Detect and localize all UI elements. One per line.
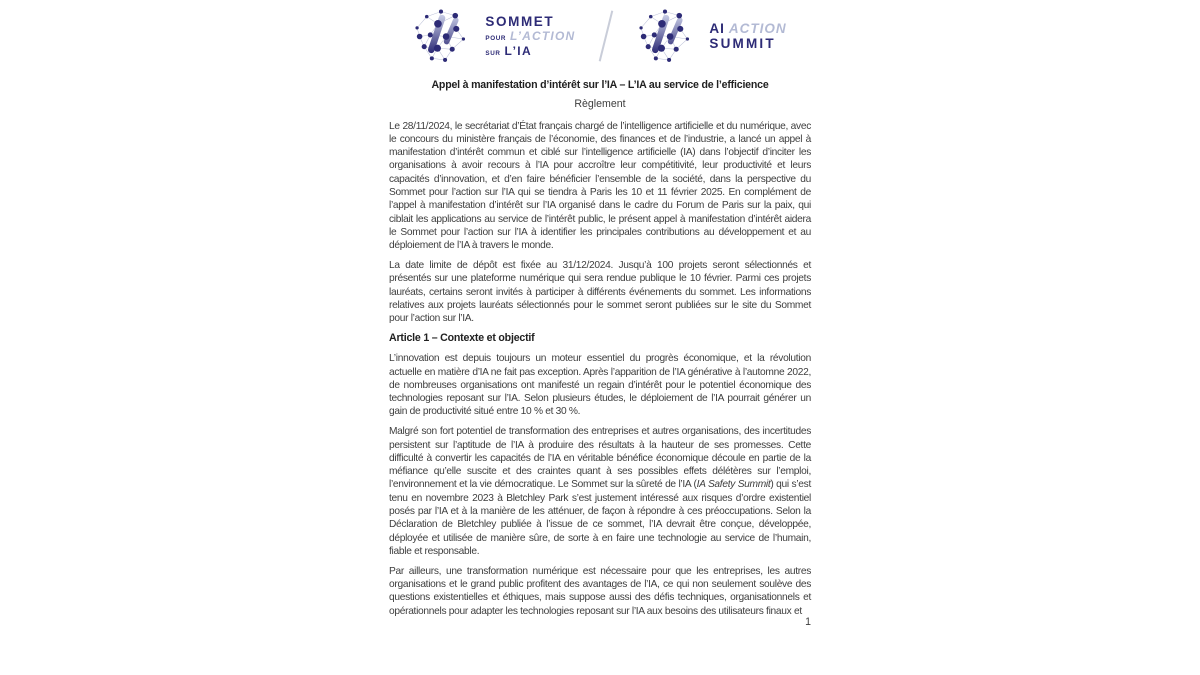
paragraph-segment-before-italic: Malgré son fort potentiel de transformation des entreprises et autres organisations, des incertitudes persistent sur l’aptitude de l’IA à produire des résultats à la hauteur de ses promesses. Cette difficulté à convertir les capacités de l’IA en véritable bénéfice économique découle en partie de la méfiance qu’elle suscite et des craintes quant à ses possibles effets délétères sur l’emploi, l’environnement et la vie démocratique. Le Sommet sur la sûreté de l’IA (: [389, 426, 811, 491]
article-1-heading: Article 1 – Contexte et objectif: [389, 332, 535, 345]
paragraph-segment-after-italic: ) qui s’est tenu en novembre 2023 à Bletchley Park s’est justement intéressé aux risques d’ordre existentiel posés par l’IA et à la manière de les atténuer, de façon à répondre à ces préoccupations. Selon la Déclaration de Bletchley publiée à l’issue de ce sommet, l’IA devrait être conçue, développée, déployée et utilisée de manière sûre, de sorte à en faire une technologie au service de l’humain, fiable et responsable.: [389, 479, 811, 557]
logo-line-pour-laction: [485, 30, 575, 42]
logo-text-action: ACTION: [728, 20, 787, 36]
page-number: 1: [805, 616, 811, 628]
logo-line-ai-action: [709, 22, 786, 36]
logo-text-ai: AI: [709, 20, 725, 36]
logo-text-sur: SUR: [485, 49, 501, 57]
logo-divider-slash: [599, 11, 614, 62]
ai-action-summit-logo: [637, 7, 786, 65]
summit-wordmark: [709, 22, 786, 51]
logo-banner: [0, 0, 1200, 66]
logo-text-laction: L’ACTION: [509, 29, 576, 44]
ia-safety-summit-italic: IA Safety Summit: [696, 479, 771, 491]
logo-text-lia: L’IA: [504, 43, 533, 58]
paragraph-deadline-selection: La date limite de dépôt est fixée au 31/12/2024. Jusqu’à 100 projets seront sélectionnés et présentés sur une plateforme numérique qui sera rendue publique le 10 février. Parmi ces projets lauréats, certains seront invités à participer à différents événements du sommet. Les informations relatives aux projets lauréats sélectionnés pour le sommet seront publiées sur le site du Sommet pour l’action sur l’IA.: [389, 259, 811, 325]
sommet-wordmark: [485, 15, 575, 57]
paragraph-digital-transformation: Par ailleurs, une transformation numérique est nécessaire pour que les entreprises, les autres organisations et le grand public profitent des avantages de l’IA, ce qui non seulement soulève des questions existentielles et éthiques, mais suppose aussi des défis techniques, organisationnels et opérationnels pour adapter les technologies reposant sur l’IA aux besoins des utilisateurs finaux et: [389, 565, 811, 617]
logo-text-sommet: SOMMET: [485, 13, 555, 29]
document-subtitle: Règlement: [574, 98, 626, 110]
logo-text-summit: SUMMIT: [709, 36, 776, 51]
document-body: [389, 79, 811, 618]
network-mesh-icon: [413, 7, 469, 65]
paragraph-innovation-context: L’innovation est depuis toujours un moteur essentiel du progrès économique, et la révolution actuelle en matière d’IA ne fait pas exception. Après l’apparition de l’IA générative à l’automne 2022, de nombreuses organisations ont manifesté un regain d’intérêt pour le potentiel économique des technologies reposant sur l’IA. Selon plusieurs études, le déploiement de l’IA pourrait générer un gain de productivité situé entre 10 % et 30 %.: [389, 353, 811, 418]
paragraph-ai-potential-risks: [389, 425, 811, 558]
document-title: Appel à manifestation d’intérêt sur l’IA – L’IA au service de l’efficience: [431, 79, 769, 91]
network-mesh-icon: [637, 7, 693, 65]
logo-text-pour: POUR: [485, 35, 506, 43]
paragraph-launch-intro: Le 28/11/2024, le secrétariat d’État français chargé de l’intelligence artificielle et du numérique, avec le concours du ministère français de l’économie, des finances et de l’industrie, a lancé un appel à manifestation d’intérêt commun et ciblé sur l’intelligence artificielle (IA) dans l’objectif d’inciter les organisations à avoir recours à l’IA pour accroître leur compétitivité, leur productivité et leurs capacités d’innovation, et d’en faire bénéficier l’ensemble de la société, dans la perspective du Sommet pour l’action sur l’IA qui se tiendra à Paris les 10 et 11 février 2025. En complément de l’appel à manifestation d’intérêt sur l’IA organisé dans le cadre du Forum de Paris sur la paix, qui ciblait les applications au service de l’intérêt public, le présent appel à manifestation d’intérêt aidera le Sommet pour l’action sur l’IA à identifier les principales contributions au développement et au déploiement de l’IA à travers le monde.: [389, 120, 811, 252]
sommet-pour-laction-logo: [413, 7, 575, 65]
logo-line-sur-lia: [485, 45, 575, 57]
